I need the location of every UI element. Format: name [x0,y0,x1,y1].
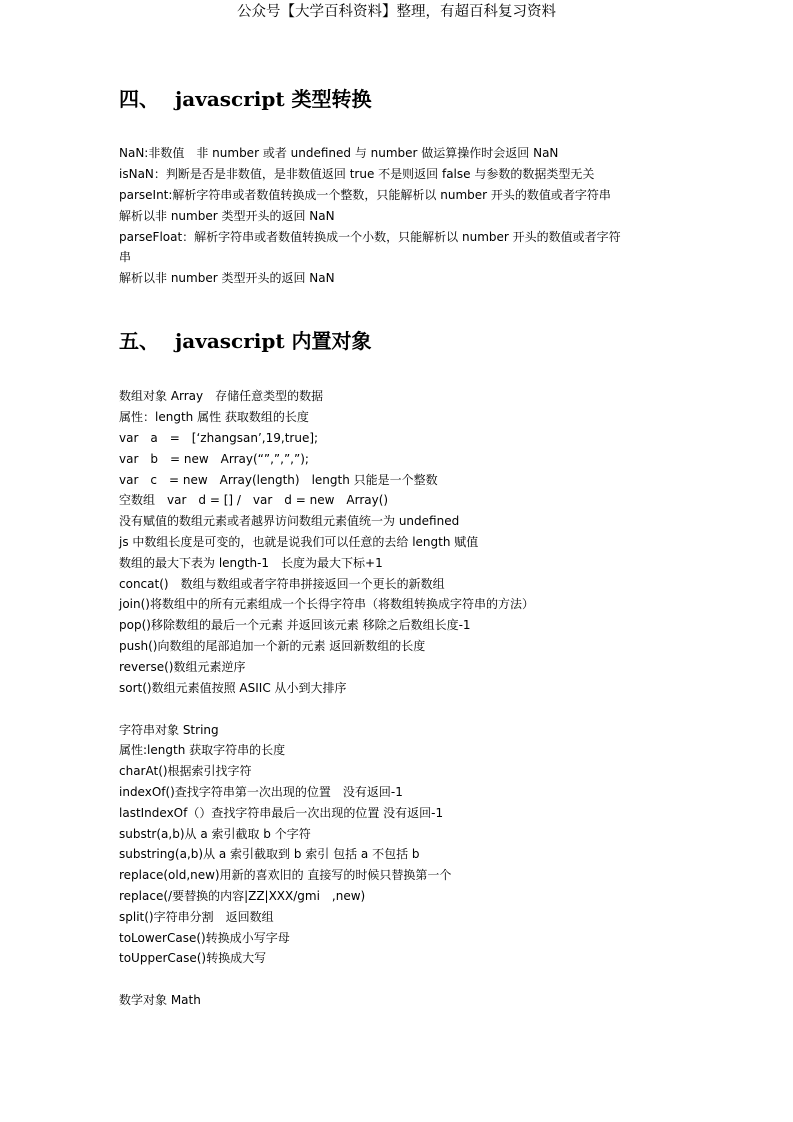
string-line: toUpperCase()转换成大写 [119,951,267,965]
array-line: 空数组 var d = [] / var d = new Array() [119,493,389,507]
section-4-heading [119,86,372,112]
array-line: concat() 数组与数组或者字符串拼接返回一个更长的新数组 [119,577,445,591]
string-line: replace(old,new)用新的喜欢旧的 直接写的时候只替换第一个 [119,868,452,882]
text-line: NaN:非数值 非 number 或者 undefined 与 number 做运算操作时会返回 NaN [119,146,559,160]
string-line: charAt()根据索引找字符 [119,764,252,778]
string-line: substr(a,b)从 a 索引截取 b 个字符 [119,827,311,841]
string-line: replace(/要替换的内容|ZZ|XXX/gmi ,new) [119,889,366,903]
section-4-number: 四、 [119,87,159,111]
string-line: indexOf()查找字符串第一次出现的位置 没有返回-1 [119,785,403,799]
string-line: substring(a,b)从 a 索引截取到 b 索引 包括 a 不包括 b [119,847,420,861]
text-line: 解析以非 number 类型开头的返回 NaN [119,209,335,223]
string-line: toLowerCase()转换成小写字母 [119,931,290,945]
string-line: split()字符串分割 返回数组 [119,910,274,924]
array-line: js 中数组长度是可变的，也就是说我们可以任意的去给 length 赋值 [119,535,479,549]
array-line: join()将数组中的所有元素组成一个长得字符串（将数组转换成字符串的方法） [119,597,534,611]
array-line: 没有赋值的数组元素或者越界访问数组元素值统一为 undefined [119,514,460,528]
array-line: sort()数组元素值按照 ASIIC 从小到大排序 [119,681,347,695]
text-line: parseInt:解析字符串或者数值转换成一个整数，只能解析以 number 开头的数值或者字符串 [119,188,611,202]
text-line: 串 [119,250,132,264]
array-line: var a = [‘zhangsan’,19,true]; [119,431,319,445]
array-line: var b = new Array(“”,”,”,”); [119,452,309,466]
math-line: 数学对象 Math [119,993,201,1007]
section-5-title: javascript 内置对象 [175,329,372,353]
array-line: pop()移除数组的最后一个元素 并返回该元素 移除之后数组长度-1 [119,618,471,632]
array-line: var c = new Array(length) length 只能是一个整数 [119,473,438,487]
text-line: parseFloat：解析字符串或者数值转换成一个小数，只能解析以 number 开头的数值或者字符 [119,230,621,244]
array-line: push()向数组的尾部追加一个新的元素 返回新数组的长度 [119,639,426,653]
page-header: 公众号【大学百科资料】整理，有超百科复习资料 [237,4,556,20]
array-line: 数组的最大下表为 length-1 长度为最大下标+1 [119,556,383,570]
array-line: 数组对象 Array 存储任意类型的数据 [119,389,324,403]
section-5-number: 五、 [119,329,159,353]
string-line: 属性:length 获取字符串的长度 [119,743,286,757]
section-5-heading [119,328,372,354]
string-line: 字符串对象 String [119,723,219,737]
text-line: isNaN：判断是否是非数值，是非数值返回 true 不是则返回 false 与参数的数据类型无关 [119,167,595,181]
section-4-title: javascript 类型转换 [175,87,372,111]
string-line: lastIndexOf（）查找字符串最后一次出现的位置 没有返回-1 [119,806,444,820]
text-line: 解析以非 number 类型开头的返回 NaN [119,271,335,285]
array-line: reverse()数组元素逆序 [119,660,246,674]
array-line: 属性：length 属性 获取数组的长度 [119,410,309,424]
